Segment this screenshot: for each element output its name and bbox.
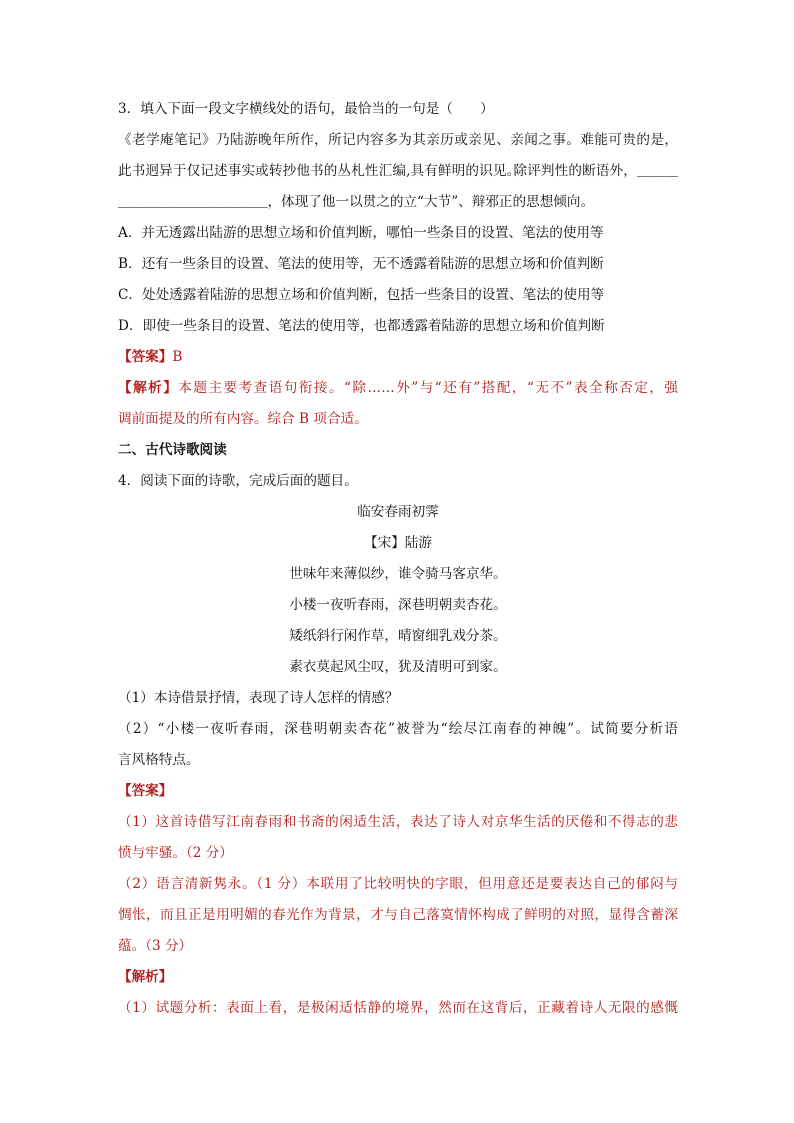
- question-4-answer-2-line-2: 惆怅，而且正是用明媚的春光作为背景，才与自己落寞情怀构成了鲜明的对照，显得含蓄深: [118, 907, 678, 923]
- question-3-analysis-line-2: 调前面提及的所有内容。综合 B 项合适。: [118, 411, 368, 427]
- poem-line: 世味年来薄似纱，谁令骑马客京华。: [289, 566, 507, 582]
- question-3-option-d: D．即使一些条目的设置、笔法的使用等，也都透露着陆游的思想立场和价值判断: [118, 318, 605, 334]
- question-3-passage-line-1: 《老学庵笔记》乃陆游晚年所作，所记内容多为其亲历或亲见、亲闻之事。难能可贵的是，: [118, 132, 678, 148]
- question-3-passage-line-2: 此书迥异于仅记述事实或转抄他书的丛札性汇编,具有鲜明的识见｡除评判性的断语外，＿＿＿: [118, 163, 678, 179]
- question-4-answer-tag: 【答案】: [118, 783, 173, 799]
- question-3-analysis-line-1: [118, 377, 678, 400]
- question-3-stem: 3．填入下面一段文字横线处的语句，最恰当的一句是（ ）: [118, 101, 494, 117]
- question-3-option-b: B．还有一些条目的设置、笔法的使用等，无不透露着陆游的思想立场和价值判断: [118, 256, 604, 272]
- analysis-tag: 【解析】: [118, 380, 179, 396]
- question-3-answer: [118, 346, 678, 369]
- question-4-answer-2-line-1: （2）语言清新隽永。（1 分）本联用了比较明快的字眼，但用意还是要表达自己的郁闷与: [118, 876, 678, 892]
- answer-tag: 【答案】: [118, 349, 173, 365]
- answer-value: B: [172, 349, 183, 365]
- question-4-sub-1: （1）本诗借景抒情，表现了诗人怎样的情感？: [118, 690, 399, 706]
- question-4-answer-2-line-3: 蕴。（3 分）: [118, 938, 193, 954]
- poem-line: 矮纸斜行闲作草，晴窗细乳戏分茶。: [289, 628, 507, 644]
- question-4-answer-1-line-2: 愤与牢骚。（2 分）: [118, 845, 233, 861]
- poem-author: 【宋】陆游: [364, 535, 432, 551]
- question-4-analysis-tag: 【解析】: [118, 969, 173, 985]
- question-4-answer-1-line-1: （1）这首诗借写江南春雨和书斋的闲适生活，表达了诗人对京华生活的厌倦和不得志的悲: [118, 814, 678, 830]
- poem-title: 临安春雨初霁: [357, 504, 439, 520]
- analysis-text: 本题主要考查语句衔接。“除……外”与“还有”搭配，“无不”表全称否定，强: [178, 380, 678, 396]
- question-3-option-c: C．处处透露着陆游的思想立场和价值判断，包括一些条目的设置、笔法的使用等: [118, 287, 605, 303]
- question-3-option-a: A．并无透露出陆游的思想立场和价值判断，哪怕一些条目的设置、笔法的使用等: [118, 225, 604, 241]
- question-4-stem: 4．阅读下面的诗歌，完成后面的题目。: [118, 473, 358, 489]
- question-4-analysis-line-1: （1）试题分析：表面上看，是极闲适恬静的境界，然而在这背后，正藏着诗人无限的感慨: [118, 1000, 678, 1016]
- question-4-sub-2-line-2: 言风格特点。: [118, 752, 200, 768]
- question-3-passage-line-3: ＿＿＿＿＿＿＿＿＿＿＿，体现了他一以贯之的立“大节”、辩邪正的思想倾向。: [118, 194, 595, 210]
- document-page: [118, 98, 678, 1028]
- section-heading: 二、古代诗歌阅读: [118, 442, 227, 458]
- poem-line: 小楼一夜听春雨，深巷明朝卖杏花。: [289, 597, 507, 613]
- poem-line: 素衣莫起风尘叹，犹及清明可到家。: [289, 659, 507, 675]
- question-4-sub-2-line-1: （2）“小楼一夜听春雨，深巷明朝卖杏花”被誉为“绘尽江南春的神魄”。试简要分析语: [118, 721, 678, 737]
